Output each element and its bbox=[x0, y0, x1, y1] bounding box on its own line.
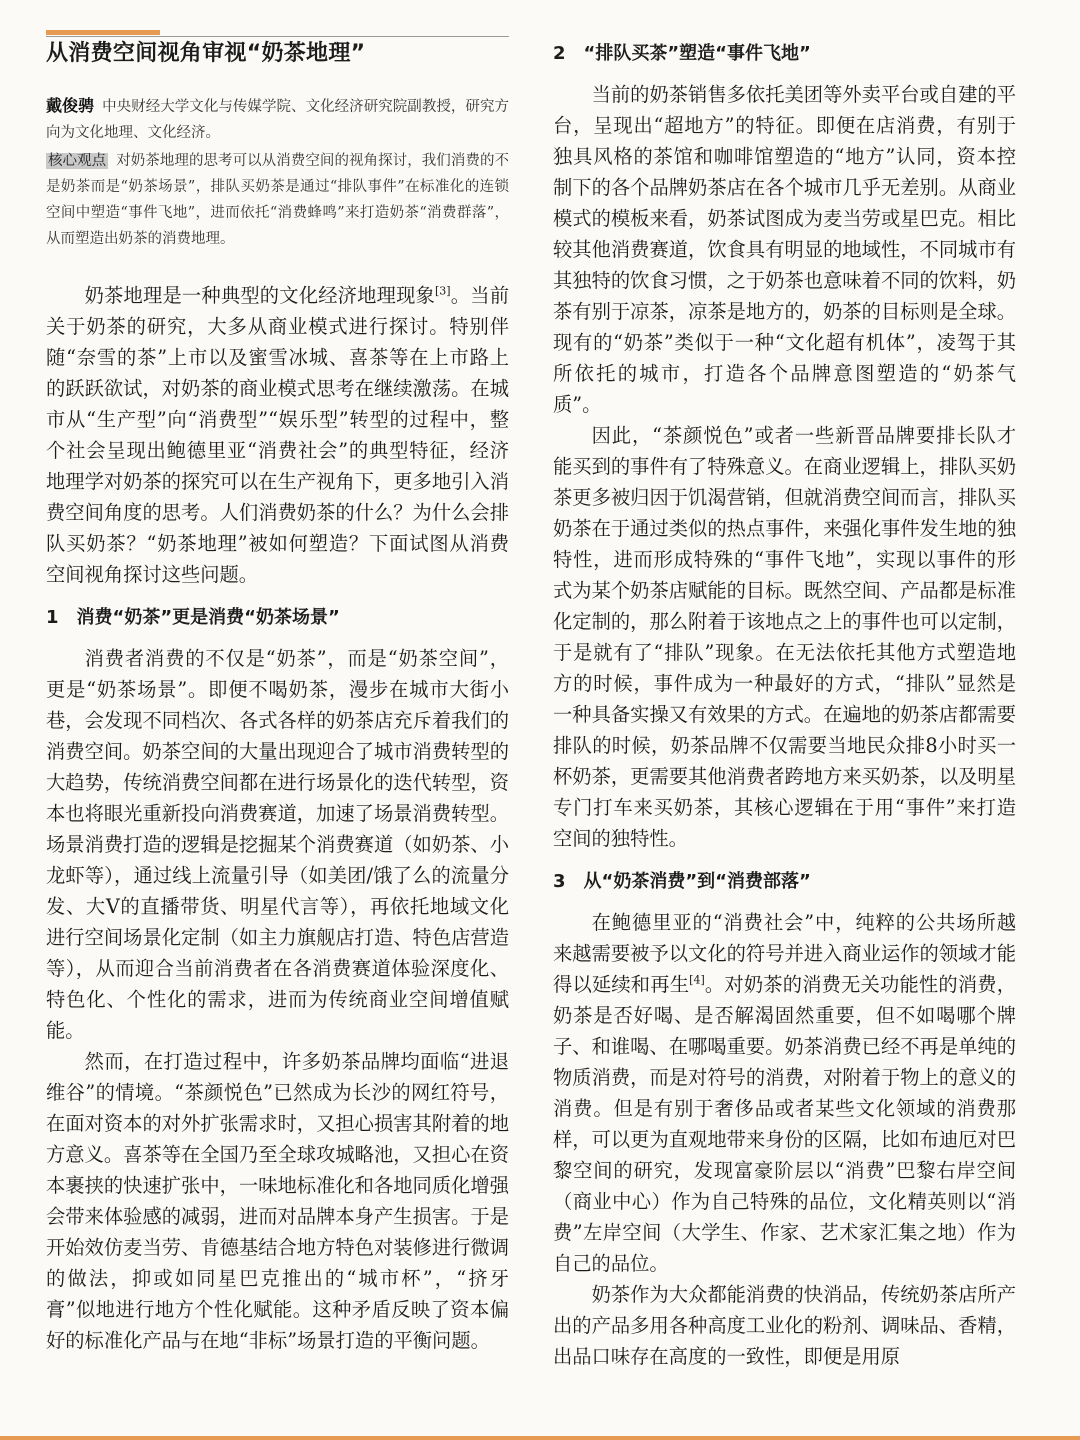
section-2-heading: 2 “排队买茶”塑造“事件飞地” bbox=[553, 43, 811, 64]
bottom-accent-bar bbox=[0, 1436, 1080, 1440]
key-points-block bbox=[46, 148, 509, 252]
section-1-paragraph-1: 消费者消费的不仅是“奶茶”，而是“奶茶空间”，更是“奶茶场景”。即便不喝奶茶，漫步在城市大街小巷，会发现不同档次、各式各样的奶茶店充斥着我们的消费空间。奶茶空间的大量出现迎合了城市消费转型的大趋势，传统消费空间都在进行场景化的迭代转型，资本也将眼光重新投向消费赛道，加速了场景消费转型。场景消费打造的逻辑是挖掘某个消费赛道（如奶茶、小龙虾等），通过线上流量引导（如美团/饿了么的流量分发、大V的直播带货、明星代言等），再依托地域文化进行空间场景化定制（如主力旗舰店打造、特色店营造等），从而迎合当前消费者在各消费赛道体验深度化、特色化、个性化的需求，进而为传统商业空间增值赋能。 bbox=[46, 647, 509, 1042]
author-name: 戴俊骋 bbox=[46, 96, 95, 115]
citation-ref-4: [4] bbox=[689, 973, 705, 987]
intro-paragraph bbox=[46, 280, 509, 590]
section-3-paragraph-1 bbox=[553, 907, 1016, 1279]
author-bio: 中央财经大学文化与传媒学院、文化经济研究院副教授，研究方向为文化地理、文化经济。 bbox=[46, 99, 509, 141]
section-2-paragraph-2: 因此，“茶颜悦色”或者一些新晋品牌要排长队才能买到的事件有了特殊意义。在商业逻辑上，排队买奶茶更多被归因于饥渴营销，但就消费空间而言，排队买奶茶在于通过类似的热点事件，来强化事件发生地的独特性，进而形成特殊的“事件飞地”，实现以事件的形式为某个奶茶店赋能的目标。既然空间、产品都是标准化定制的，那么附着于该地点之上的事件也可以定制，于是就有了“排队”现象。在无法依托其他方式塑造地方的时候，事件成为一种最好的方式，“排队”显然是一种具备实操又有效果的方式。在遍地的奶茶店都需要排队的时候，奶茶品牌不仅需要当地民众排8小时买一杯奶茶，更需要其他消费者跨地方来买奶茶，以及明星专门打车来买奶茶，其核心逻辑在于用“事件”来打造空间的独特性。 bbox=[553, 424, 1016, 850]
left-column bbox=[46, 34, 509, 1356]
section-3-text-1: 在鲍德里亚的“消费社会”中，纯粹的公共场所越来越需要被予以文化的符号并进入商业运作的领域才能得以延续和再生 bbox=[553, 911, 1016, 996]
author-block bbox=[46, 93, 509, 146]
right-column bbox=[553, 34, 1016, 1372]
section-3-text-2: 。对奶茶的消费无关功能性的消费，奶茶是否好喝、是否解渴固然重要，但不如喝哪个牌子、和谁喝、在哪喝重要。奶茶消费已经不再是单纯的物质消费，而是对符号的消费，对附着于物上的意义的消费。但是有别于奢侈品或者某些文化领域的消费那样，可以更为直观地带来身份的区隔，比如布迪厄对巴黎空间的研究，发现富豪阶层以“消费”巴黎右岸空间（商业中心）作为自己特殊的品位，文化精英则以“消费”左岸空间（大学生、作家、艺术家汇集之地）作为自己的品位。 bbox=[553, 973, 1017, 1275]
section-2-paragraph-1: 当前的奶茶销售多依托美团等外卖平台或自建的平台，呈现出“超地方”的特征。即便在店消费，有别于独具风格的茶馆和咖啡馆塑造的“地方”认同，资本控制下的各个品牌奶茶店在各个城市几乎无差别。从商业模式的模板来看，奶茶试图成为麦当劳或星巴克。相比较其他消费赛道，饮食具有明显的地域性，不同城市有其独特的饮食习惯，之于奶茶也意味着不同的饮料，奶茶有别于凉茶，凉茶是地方的，奶茶的目标则是全球。现有的“奶茶”类似于一种“文化超有机体”，凌驾于其所依托的城市，打造各个品牌意图塑造的“奶茶气质”。 bbox=[553, 83, 1016, 416]
key-points-tag: 核心观点 bbox=[48, 153, 107, 169]
key-points-text: 对奶茶地理的思考可以从消费空间的视角探讨，我们消费的不是奶茶而是“奶茶场景”，排队买奶茶是通过“排队事件”在标准化的连锁空间中塑造“事件飞地”，进而依托“消费蜂鸣”来打造奶茶“消费群落”，从而塑造出奶茶的消费地理。 bbox=[46, 153, 510, 247]
intro-text-2: 。当前关于奶茶的研究，大多从商业模式进行探讨。特别伴随“奈雪的茶”上市以及蜜雪冰城、喜茶等在上市路上的跃跃欲试，对奶茶的商业模式思考在继续激荡。在城市从“生产型”向“消费型”“娱乐型”转型的过程中，整个社会呈现出鲍德里亚“消费社会”的典型特征，经济地理学对奶茶的探究可以在生产视角下，更多地引入消费空间角度的思考。人们消费奶茶的什么？为什么会排队买奶茶？“奶茶地理”被如何塑造？下面试图从消费空间视角探讨这些问题。 bbox=[46, 284, 510, 586]
section-3-heading: 3 从“奶茶消费”到“消费部落” bbox=[553, 871, 811, 892]
article-title: 从消费空间视角审视“奶茶地理” bbox=[46, 41, 366, 66]
section-1-heading: 1 消费“奶茶”更是消费“奶茶场景” bbox=[46, 607, 340, 628]
citation-ref-3: [3] bbox=[435, 284, 451, 298]
intro-text-1: 奶茶地理是一种典型的文化经济地理现象 bbox=[84, 284, 436, 307]
section-3-paragraph-2: 奶茶作为大众都能消费的快消品，传统奶茶店所产出的产品多用各种高度工业化的粉剂、调味品、香精，出品口味存在高度的一致性，即便是用原 bbox=[553, 1283, 1016, 1368]
section-1-paragraph-2: 然而，在打造过程中，许多奶茶品牌均面临“进退维谷”的情境。“茶颜悦色”已然成为长沙的网红符号，在面对资本的对外扩张需求时，又担心损害其附着的地方意义。喜茶等在全国乃至全球攻城略池，又担心在资本裹挟的快速扩张中，一味地标准化和各地同质化增强会带来体验感的减弱，进而对品牌本身产生损害。于是开始效仿麦当劳、肯德基结合地方特色对装修进行微调的做法，抑或如同星巴克推出的“城市杯”，“挤牙膏”似地进行地方个性化赋能。这种矛盾反映了资本偏好的标准化产品与在地“非标”场景打造的平衡问题。 bbox=[46, 1050, 509, 1352]
